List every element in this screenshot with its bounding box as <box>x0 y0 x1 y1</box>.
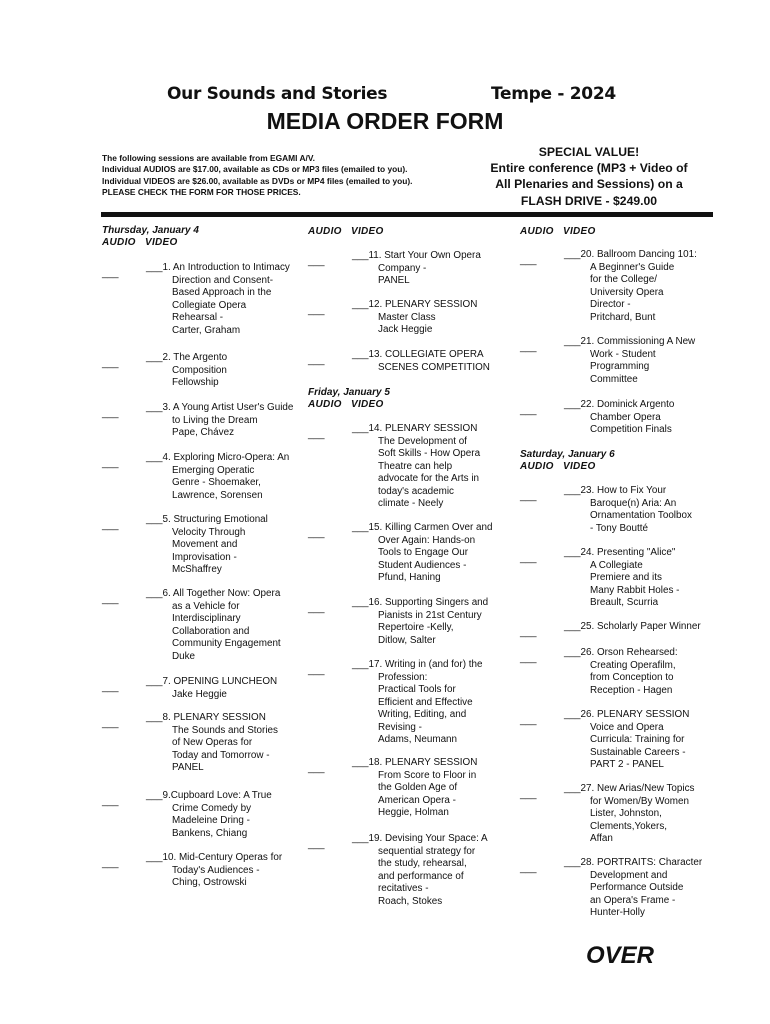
conference-location-year: Tempe - 2024 <box>491 84 616 104</box>
video-checkbox[interactable]: ___ <box>352 522 369 533</box>
session-details: Crime Comedy by Madeleine Dring - Bankens, Chiang <box>172 802 252 839</box>
session-title: 23. How to Fix Your <box>580 485 667 496</box>
video-checkbox[interactable]: ___ <box>352 757 369 768</box>
audio-checkbox[interactable]: ___ <box>520 553 537 564</box>
day-heading-saturday: Saturday, January 6 <box>520 449 615 460</box>
video-checkbox[interactable]: ___ <box>564 547 581 558</box>
session-title: 9.Cupboard Love: A True <box>162 790 272 801</box>
session-details: The Sounds and Stories of New Operas for Today and Tomorrow - PANEL <box>172 724 278 773</box>
video-checkbox[interactable]: ___ <box>564 709 581 720</box>
video-checkbox[interactable]: ___ <box>146 852 163 863</box>
audio-header: AUDIO <box>102 237 136 248</box>
audio-checkbox[interactable]: ___ <box>308 763 325 774</box>
session-details: Velocity Through Movement and Improvisation - McShaffrey <box>172 526 246 575</box>
session-title: 10. Mid-Century Operas for <box>162 852 283 863</box>
session-title: 12. PLENARY SESSION <box>368 299 478 310</box>
special-line: SPECIAL VALUE! <box>538 145 640 159</box>
intro-line: The following sessions are available from EGAMI A/V. <box>102 153 316 163</box>
audio-header: AUDIO <box>520 461 554 472</box>
video-checkbox[interactable]: ___ <box>146 452 163 463</box>
session-details: Direction and Consent- Based Approach in the Collegiate Opera Rehearsal - Carter, Graham <box>172 274 273 336</box>
audio-checkbox[interactable]: ___ <box>102 718 119 729</box>
video-checkbox[interactable]: ___ <box>564 857 581 868</box>
audio-checkbox[interactable]: ___ <box>520 653 537 664</box>
video-checkbox[interactable]: ___ <box>352 250 369 261</box>
session-details: Profession: Practical Tools for Efficient and Effective Writing, Editing, and Revising - Adams, Neumann <box>378 671 473 745</box>
audio-checkbox[interactable]: ___ <box>102 594 119 605</box>
session-title: 24. Presenting "Alice" <box>580 547 676 558</box>
special-line: Entire conference (MP3 + Video of <box>490 161 688 176</box>
session-title: 28. PORTRAITS: Character <box>580 857 703 868</box>
intro-line: Individual VIDEOS are $26.00, available as DVDs or MP4 files (emailed to you). <box>102 175 413 186</box>
audio-checkbox[interactable]: ___ <box>308 355 325 366</box>
special-line: All Plenaries and Sessions) on a <box>495 177 683 192</box>
video-checkbox[interactable]: ___ <box>146 402 163 413</box>
video-checkbox[interactable]: ___ <box>564 621 581 632</box>
audio-checkbox[interactable]: ___ <box>308 429 325 440</box>
session-details: Creating Operafilm, from Conception to Reception - Hagen <box>590 659 676 696</box>
video-checkbox[interactable]: ___ <box>564 647 581 658</box>
session-details: for Women/By Women Lister, Johnston, Clements,Yokers, Affan <box>590 795 689 844</box>
video-header: VIDEO <box>350 226 384 237</box>
session-title: 7. OPENING LUNCHEON <box>162 676 278 687</box>
session-title: 17. Writing in (and for) the <box>368 659 483 670</box>
session-title: 3. A Young Artist User's Guide <box>162 402 294 413</box>
video-checkbox[interactable]: ___ <box>146 588 163 599</box>
session-details: A Beginner's Guide for the College/ University Opera Director - Pritchard, Bunt <box>590 261 675 323</box>
audio-checkbox[interactable]: ___ <box>102 358 119 369</box>
session-title: 14. PLENARY SESSION <box>368 423 478 434</box>
session-details: The Development of Soft Skills - How Opera Theatre can help advocate for the Arts in today's academic climate - Neely <box>378 435 481 509</box>
thursday-sessions <box>102 0 312 1024</box>
video-checkbox[interactable]: ___ <box>564 249 581 260</box>
session-details: Pianists in 21st Century Repertoire -Kelly, Ditlow, Salter <box>378 609 482 646</box>
video-header: VIDEO <box>144 237 178 248</box>
video-checkbox[interactable]: ___ <box>146 790 163 801</box>
audio-checkbox[interactable]: ___ <box>520 342 537 353</box>
session-details: Work - Student Programming Committee <box>590 348 656 385</box>
audio-checkbox[interactable]: ___ <box>520 405 537 416</box>
session-title: 5. Structuring Emotional <box>162 514 268 525</box>
audio-checkbox[interactable]: ___ <box>520 627 537 638</box>
session-details: Baroque(n) Aria: An Ornamentation Toolbox - Tony Boutté <box>590 497 692 534</box>
intro-line: PLEASE CHECK THE FORM FOR THOSE PRICES. <box>102 186 301 197</box>
video-checkbox[interactable]: ___ <box>564 399 581 410</box>
audio-checkbox[interactable]: ___ <box>520 255 537 266</box>
session-details: Today's Audiences - Ching, Ostrowski <box>172 864 260 888</box>
audio-checkbox[interactable]: ___ <box>102 268 119 279</box>
friday-sessions <box>308 0 518 1024</box>
session-title: 19. Devising Your Space: A <box>368 833 488 844</box>
video-header: VIDEO <box>562 461 596 472</box>
session-details: Emerging Operatic Genre - Shoemaker, Lawrence, Sorensen <box>172 464 263 501</box>
video-checkbox[interactable]: ___ <box>352 423 369 434</box>
video-checkbox[interactable]: ___ <box>146 262 163 273</box>
audio-checkbox[interactable]: ___ <box>102 682 119 693</box>
audio-checkbox[interactable]: ___ <box>520 863 537 874</box>
session-title: 4. Exploring Micro-Opera: An <box>162 452 290 463</box>
session-title: 15. Killing Carmen Over and <box>368 522 493 533</box>
video-checkbox[interactable]: ___ <box>146 712 163 723</box>
audio-checkbox[interactable]: ___ <box>102 520 119 531</box>
session-details: to Living the Dream Pape, Chávez <box>172 414 258 438</box>
audio-checkbox[interactable]: ___ <box>520 715 537 726</box>
session-title: 11. Start Your Own Opera <box>368 250 481 261</box>
session-title: 22. Dominick Argento <box>580 399 675 410</box>
audio-checkbox[interactable]: ___ <box>102 858 119 869</box>
session-title: 8. PLENARY SESSION <box>162 712 266 723</box>
video-checkbox[interactable]: ___ <box>352 833 369 844</box>
video-checkbox[interactable]: ___ <box>352 659 369 670</box>
saturday-sessions <box>520 0 720 1024</box>
intro-line: Individual AUDIOS are $17.00, available as CDs or MP3 files (emailed to you). <box>102 164 408 175</box>
session-title: 26. PLENARY SESSION <box>580 709 690 720</box>
session-title: 16. Supporting Singers and <box>368 597 489 608</box>
session-details: A Collegiate Premiere and its Many Rabbit Holes - Breault, Scurria <box>590 559 680 608</box>
audio-checkbox[interactable]: ___ <box>308 256 325 267</box>
session-title: 2. The Argento <box>162 352 228 363</box>
session-details: Composition Fellowship <box>172 364 227 388</box>
day-heading-thursday: Thursday, January 4 <box>102 225 199 236</box>
video-checkbox[interactable]: ___ <box>564 336 581 347</box>
video-checkbox[interactable]: ___ <box>564 485 581 496</box>
audio-checkbox[interactable]: ___ <box>308 528 325 539</box>
session-details: Master Class Jack Heggie <box>378 311 436 335</box>
audio-checkbox[interactable]: ___ <box>102 458 119 469</box>
session-details: Voice and Opera Curricula: Training for Sustainable Careers - PART 2 - PANEL <box>590 721 686 770</box>
video-checkbox[interactable]: ___ <box>146 514 163 525</box>
audio-checkbox[interactable]: ___ <box>102 408 119 419</box>
audio-checkbox[interactable]: ___ <box>102 796 119 807</box>
session-title: 27. New Arias/New Topics <box>580 783 695 794</box>
session-title: 20. Ballroom Dancing 101: <box>580 249 697 260</box>
conference-name: Our Sounds and Stories <box>167 84 388 104</box>
audio-checkbox[interactable]: ___ <box>520 491 537 502</box>
audio-checkbox[interactable]: ___ <box>520 789 537 800</box>
session-title: 13. COLLEGIATE OPERA <box>368 349 484 360</box>
video-checkbox[interactable]: ___ <box>352 299 369 310</box>
session-title: 21. Commissioning A New <box>580 336 696 347</box>
over-note: OVER <box>586 942 655 969</box>
session-details: SCENES COMPETITION <box>378 361 490 373</box>
audio-checkbox[interactable]: ___ <box>308 665 325 676</box>
video-header: VIDEO <box>562 226 596 237</box>
audio-header: AUDIO <box>308 226 342 237</box>
session-title: 26. Orson Rehearsed: <box>580 647 678 658</box>
video-header: VIDEO <box>350 399 384 410</box>
video-checkbox[interactable]: ___ <box>352 597 369 608</box>
audio-checkbox[interactable]: ___ <box>308 603 325 614</box>
session-title: 6. All Together Now: Opera <box>162 588 281 599</box>
audio-header: AUDIO <box>520 226 554 237</box>
video-checkbox[interactable]: ___ <box>564 783 581 794</box>
audio-header: AUDIO <box>308 399 342 410</box>
session-title: 18. PLENARY SESSION <box>368 757 478 768</box>
session-details: as a Vehicle for Interdisciplinary Collaboration and Community Engagement Duke <box>172 600 281 662</box>
session-details: From Score to Floor in the Golden Age of American Opera - Heggie, Holman <box>378 769 477 818</box>
audio-checkbox[interactable]: ___ <box>308 305 325 316</box>
session-details: Over Again: Hands-on Tools to Engage Our Student Audiences - Pfund, Haning <box>378 534 476 583</box>
session-details: sequential strategy for the study, rehearsal, and performance of recitatives - Roach, Stokes <box>378 845 476 907</box>
day-heading-friday: Friday, January 5 <box>308 387 390 398</box>
session-details: Chamber Opera Competition Finals <box>590 411 672 435</box>
session-details: Jake Heggie <box>172 688 227 700</box>
page-title: MEDIA ORDER FORM <box>266 108 504 134</box>
special-line: FLASH DRIVE - $249.00 <box>520 193 658 208</box>
video-checkbox[interactable]: ___ <box>352 349 369 360</box>
video-checkbox[interactable]: ___ <box>146 676 163 687</box>
session-details: Company - PANEL <box>378 262 427 286</box>
audio-checkbox[interactable]: ___ <box>308 839 325 850</box>
session-details: Development and Performance Outside an Opera's Frame - Hunter-Holly <box>590 869 684 918</box>
session-title: 1. An Introduction to Intimacy <box>162 262 290 273</box>
video-checkbox[interactable]: ___ <box>146 352 163 363</box>
session-title: 25. Scholarly Paper Winner <box>580 621 701 632</box>
